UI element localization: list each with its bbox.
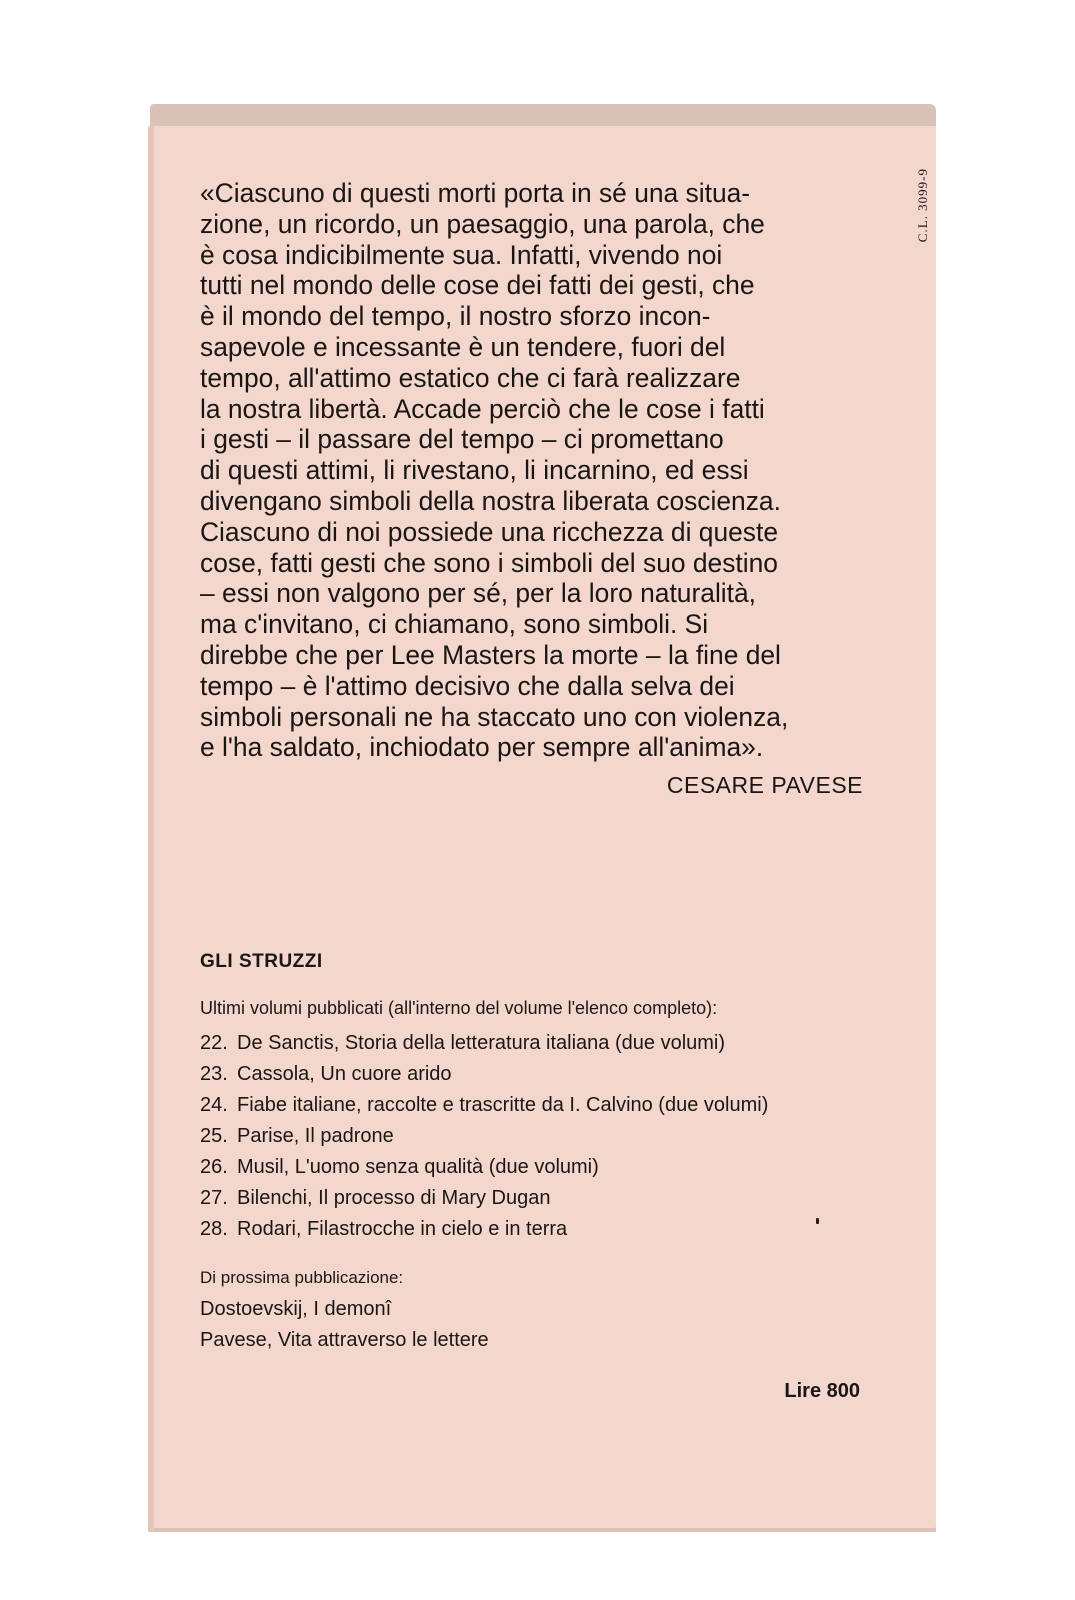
quote-line: zione, un ricordo, un paesaggio, una parola, che xyxy=(200,208,765,239)
list-item: 28. Rodari, Filastrocche in cielo e in terra xyxy=(200,1218,568,1240)
quote-line: simboli personali ne ha staccato uno con violenza, xyxy=(200,701,789,732)
list-item: 25. Parise, Il padrone xyxy=(200,1125,394,1147)
quote-line: e l'ha saldato, inchiodato per sempre all'anima». xyxy=(200,732,764,763)
quote-line: è cosa indicibilmente sua. Infatti, vivendo noi xyxy=(200,239,723,270)
quote-line: è il mondo del tempo, il nostro sforzo incon- xyxy=(200,301,711,332)
quote-author: CESARE PAVESE xyxy=(666,772,863,798)
list-item: 24. Fiabe italiane, raccolte e trascritte da I. Calvino (due volumi) xyxy=(200,1094,769,1116)
price-label: Lire 800 xyxy=(784,1380,860,1402)
quote-line: direbbe che per Lee Masters la morte – la fine del xyxy=(200,639,781,670)
quote-line: la nostra libertà. Accade perciò che le cose i fatti xyxy=(200,393,765,424)
list-item: 23. Cassola, Un cuore arido xyxy=(200,1063,452,1085)
series-title: GLI STRUZZI xyxy=(200,951,323,972)
list-item: 26. Musil, L'uomo senza qualità (due volumi) xyxy=(200,1156,599,1178)
quote-line: sapevole e incessante è un tendere, fuori del xyxy=(200,331,726,362)
quote-line: divengano simboli della nostra liberata coscienza. xyxy=(200,485,781,516)
quote-line: – essi non valgono per sé, per la loro naturalità, xyxy=(200,578,757,609)
list-item: 27. Bilenchi, Il processo di Mary Dugan xyxy=(200,1187,551,1209)
quote-line: Ciascuno di noi possiede una ricchezza di queste xyxy=(200,516,779,547)
list-item: 22. De Sanctis, Storia della letteratura italiana (due volumi) xyxy=(200,1032,726,1054)
quote-line: ma c'invitano, ci chiamano, sono simboli. Si xyxy=(200,609,709,640)
quote-line: di questi attimi, li rivestano, li incarnino, ed essi xyxy=(200,455,749,486)
quote-line: tempo, all'attimo estatico che ci farà realizzare xyxy=(200,362,741,393)
upcoming-list xyxy=(200,1294,489,1356)
list-item: Dostoevskij, I demonî xyxy=(200,1298,392,1320)
pavese-quote xyxy=(200,178,868,763)
list-item: Pavese, Vita attraverso le lettere xyxy=(200,1329,489,1351)
recent-volumes-heading: Ultimi volumi pubblicati (all'interno del volume l'elenco completo): xyxy=(200,998,718,1018)
quote-line: tempo – è l'attimo decisivo che dalla selva dei xyxy=(200,670,735,701)
quote-line: cose, fatti gesti che sono i simboli del suo destino xyxy=(200,547,778,578)
print-speck xyxy=(816,1218,819,1224)
quote-line: i gesti – il passare del tempo – ci promettano xyxy=(200,424,724,455)
catalog-code: C.L. 3099-9 xyxy=(915,168,930,243)
upcoming-heading: Di prossima pubblicazione: xyxy=(200,1268,404,1287)
quote-line: «Ciascuno di questi morti porta in sé una situa- xyxy=(200,178,751,208)
quote-line: tutti nel mondo delle cose dei fatti dei gesti, che xyxy=(200,270,755,301)
recent-volumes-list xyxy=(200,1028,860,1245)
